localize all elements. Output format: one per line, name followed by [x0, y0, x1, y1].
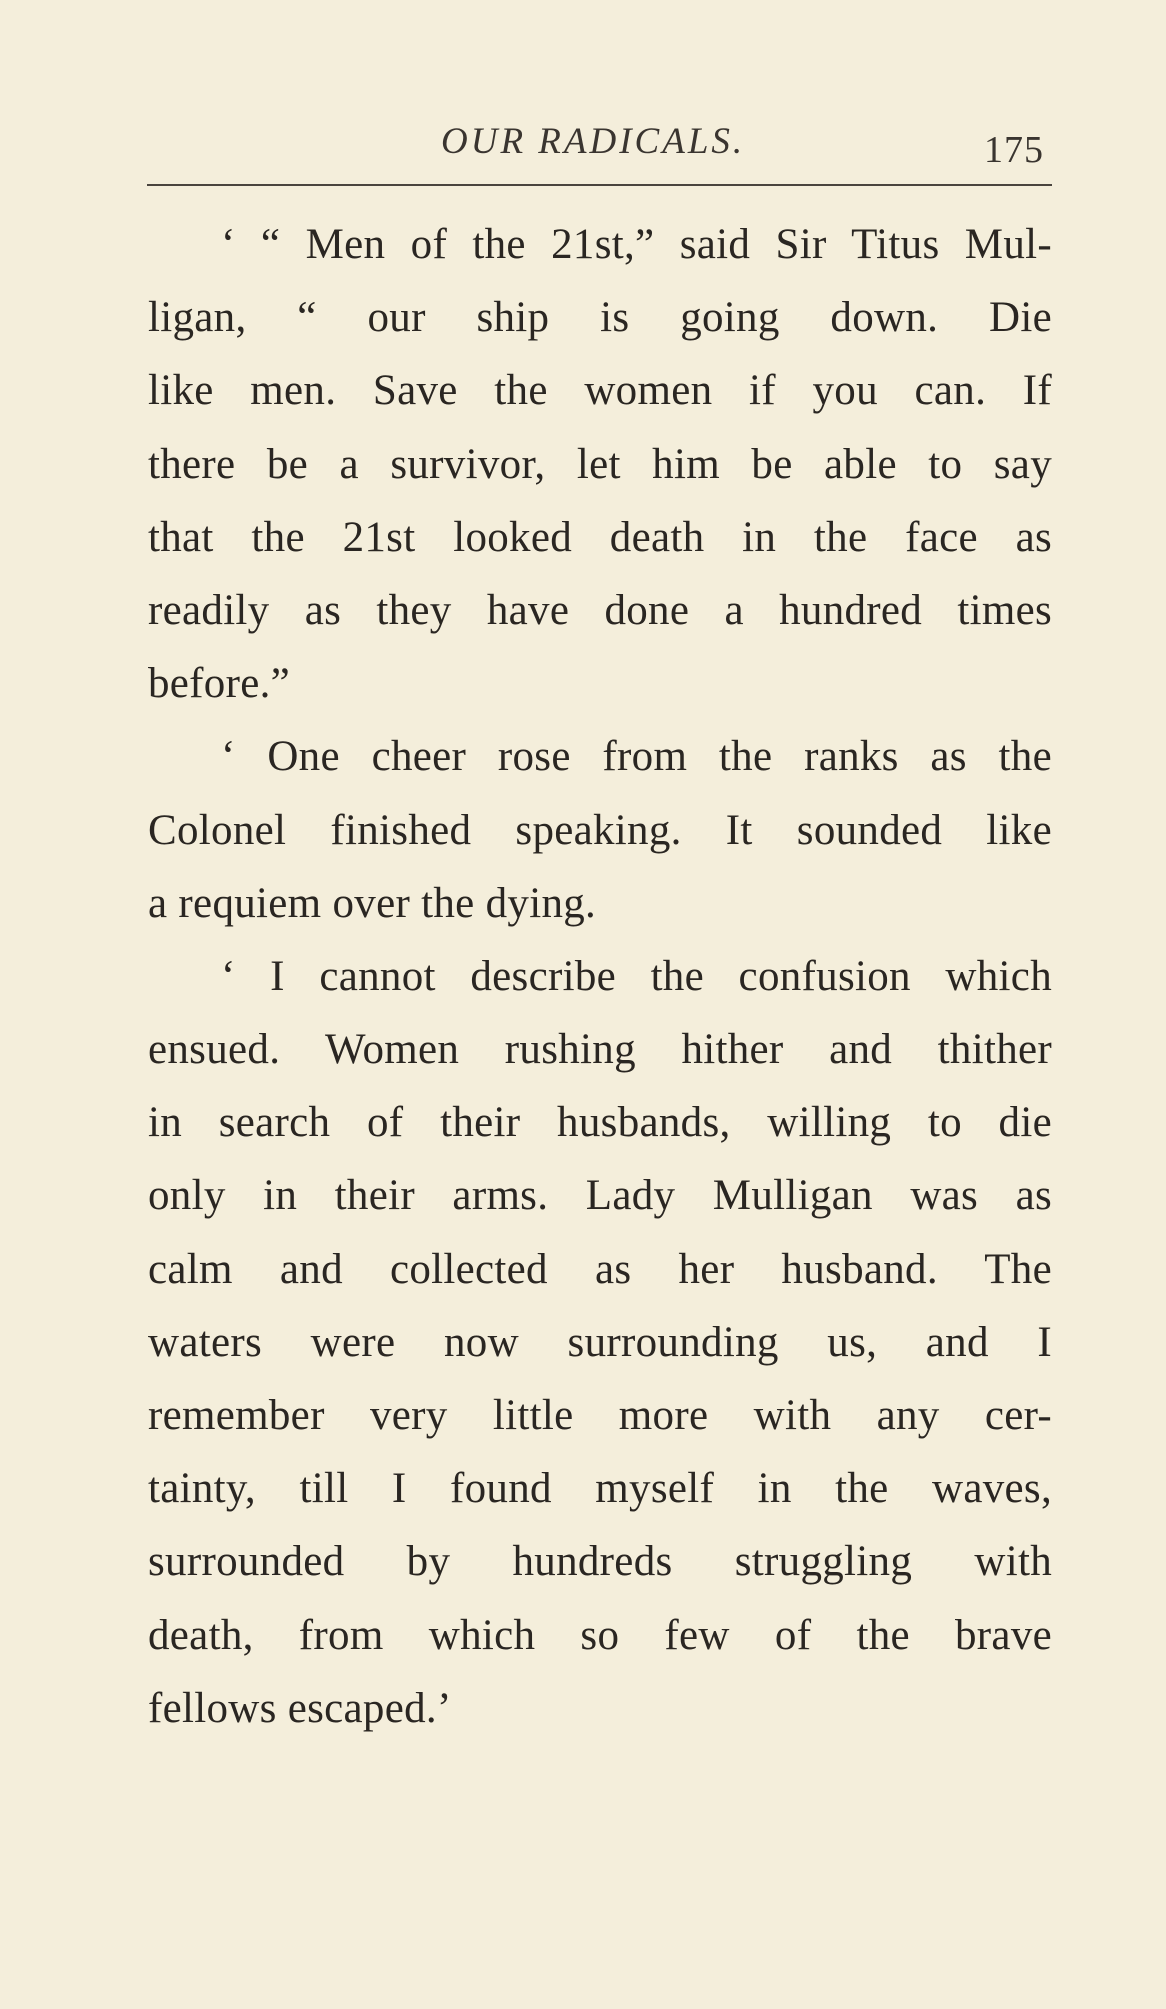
- text-line: before.”: [148, 660, 291, 708]
- running-head: [146, 112, 1052, 172]
- page-number: 175: [984, 129, 1044, 171]
- text-line: that the 21st looked death in the face as: [148, 513, 1052, 561]
- text-line: calm and collected as her husband. The: [148, 1245, 1052, 1293]
- running-title: OUR RADICALS.: [441, 121, 746, 162]
- text-line: only in their arms. Lady Mulligan was as: [148, 1172, 1052, 1220]
- header-rule: [147, 184, 1052, 186]
- text-line: fellows escaped.’: [148, 1684, 452, 1732]
- text-line: ensued. Women rushing hither and thither: [148, 1026, 1052, 1074]
- text-line: Colonel finished speaking. It sounded like: [148, 806, 1052, 854]
- text-line: in search of their husbands, willing to die: [148, 1099, 1052, 1147]
- text-line: a requiem over the dying.: [148, 879, 597, 927]
- text-line: ligan, “ our ship is going down. Die: [148, 294, 1052, 342]
- text-line: remember very little more with any cer-: [148, 1392, 1052, 1439]
- text-line: like men. Save the women if you can. If: [148, 367, 1052, 415]
- text-line: waters were now surrounding us, and I: [148, 1318, 1052, 1366]
- text-line: ‘ One cheer rose from the ranks as the: [221, 733, 1052, 781]
- text-line: ‘ I cannot describe the confusion which: [221, 952, 1052, 1000]
- body-text: [148, 208, 1052, 1745]
- text-line: death, from which so few of the brave: [148, 1611, 1052, 1659]
- text-line: readily as they have done a hundred times: [148, 586, 1052, 634]
- text-line: there be a survivor, let him be able to say: [148, 440, 1052, 488]
- text-line: tainty, till I found myself in the waves,: [148, 1465, 1052, 1513]
- text-line: surrounded by hundreds struggling with: [148, 1538, 1052, 1586]
- text-line: ‘ “ Men of the 21st,” said Sir Titus Mul-: [221, 221, 1052, 268]
